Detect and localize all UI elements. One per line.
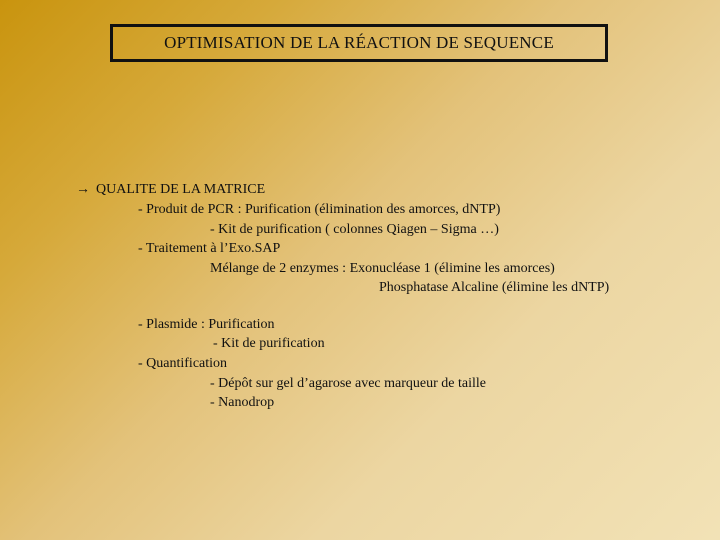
text-line-nanodrop: - Nanodrop <box>210 395 275 410</box>
section-heading: QUALITE DE LA MATRICE <box>96 182 266 197</box>
text-line-exosap: - Traitement à l’Exo.SAP <box>138 241 281 256</box>
title-box <box>110 24 608 62</box>
section-heading-line <box>76 181 265 199</box>
text-line-pcr: - Produit de PCR : Purification (élimination des amorces, dNTP) <box>138 202 501 217</box>
text-line-phosphatase: Phosphatase Alcaline (élimine les dNTP) <box>379 280 610 295</box>
text-line-quantification: - Quantification <box>138 356 228 371</box>
right-arrow-icon: → <box>76 182 90 197</box>
slide-title: OPTIMISATION DE LA RÉACTION DE SEQUENCE <box>164 33 554 52</box>
text-line-gel: - Dépôt sur gel d’agarose avec marqueur de taille <box>210 376 486 391</box>
text-line-kit-2: - Kit de purification <box>213 336 325 351</box>
text-line-plasmide: - Plasmide : Purification <box>138 317 275 332</box>
text-line-kit: - Kit de purification ( colonnes Qiagen – Sigma …) <box>210 222 499 237</box>
text-line-enzymes: Mélange de 2 enzymes : Exonucléase 1 (élimine les amorces) <box>210 261 555 276</box>
